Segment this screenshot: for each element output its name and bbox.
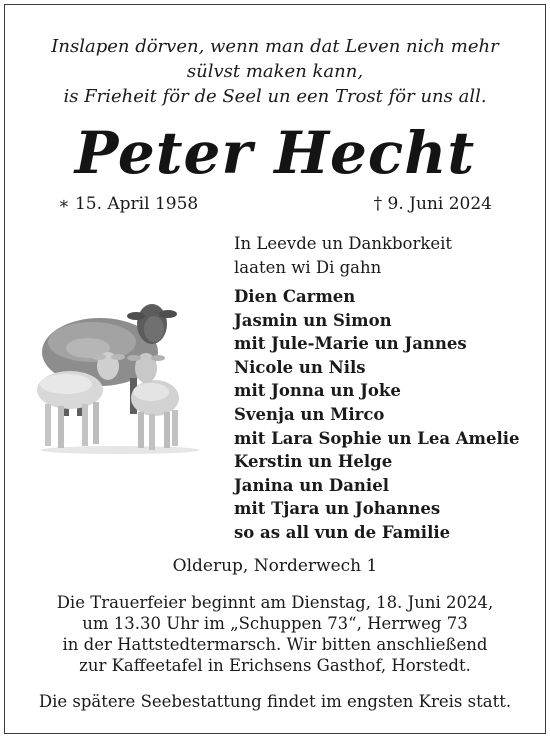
address: Olderup, Norderwech 1: [172, 556, 378, 576]
mourner-line: Svenja un Mirco: [234, 404, 385, 424]
quote-line: sülvst maken kann,: [186, 61, 364, 82]
burial-note: Die spätere Seebestattung findet im engsten Kreis statt.: [38, 692, 512, 711]
sheep-with-lambs-image: [30, 302, 212, 454]
intro-line: laaten wi Di gahn: [234, 257, 382, 277]
mourner-line: Jasmin un Simon: [234, 310, 392, 330]
mourner-line: Kerstin un Helge: [234, 452, 393, 472]
service-line: Die Trauerfeier beginnt am Dienstag, 18. Juni 2024,: [56, 593, 494, 612]
mourner-line: Dien Carmen: [234, 287, 356, 306]
service-line: in der Hattstedtermarsch. Wir bitten anschließend: [62, 635, 488, 654]
service-details: [0, 592, 550, 676]
opening-quote: [0, 34, 550, 109]
quote-line: Inslapen dörven, wenn man dat Leven nich mehr: [51, 36, 499, 57]
mourner-line: mit Tjara un Johannes: [234, 499, 441, 519]
mourners-list: [234, 285, 520, 545]
service-line: zur Kaffeetafel in Erichsens Gasthof, Horstedt.: [79, 656, 471, 675]
quote-line: is Frieheit för de Seel un een Trost för uns all.: [63, 86, 487, 107]
death-date: † 9. Juni 2024: [373, 194, 492, 214]
intro-line: In Leevde un Dankborkeit: [234, 234, 453, 253]
birth-date: ∗ 15. April 1958: [58, 194, 199, 214]
mourner-line: mit Jonna un Joke: [234, 381, 401, 401]
farewell-intro: [234, 232, 452, 279]
mourner-line: mit Jule-Marie un Jannes: [234, 334, 467, 354]
service-line: um 13.30 Uhr im „Schuppen 73“, Herrweg 73: [82, 614, 468, 633]
deceased-name: Peter Hecht: [74, 119, 476, 187]
mourner-line: so as all vun de Familie: [234, 522, 451, 542]
mourner-line: Janina un Daniel: [234, 475, 389, 495]
mourner-line: mit Lara Sophie un Lea Amelie: [234, 428, 520, 448]
mourner-line: Nicole un Nils: [234, 357, 366, 377]
